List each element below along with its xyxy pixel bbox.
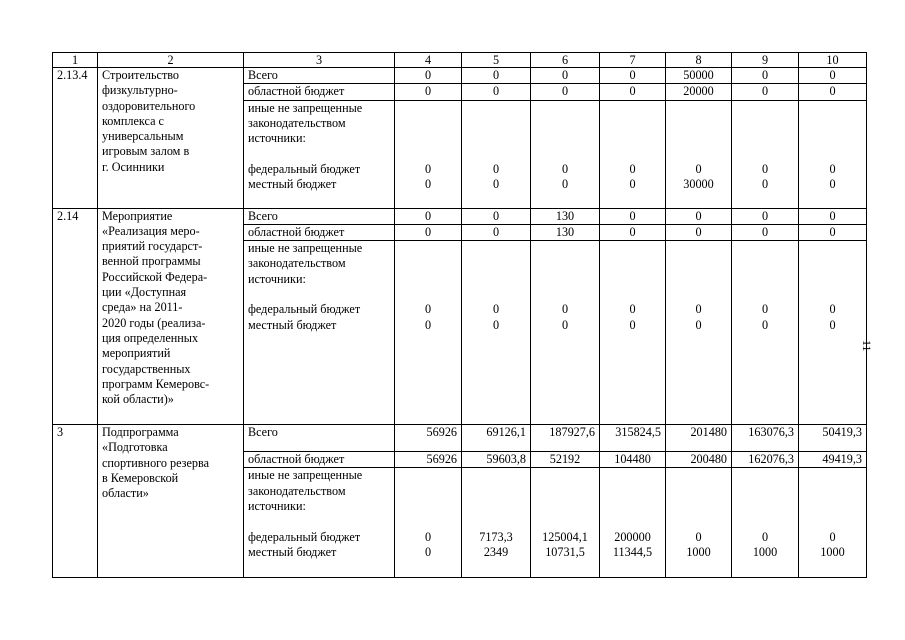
name-line: ции «Доступная — [102, 285, 187, 300]
value: 0 — [629, 177, 636, 192]
value-cell: 0 — [462, 68, 531, 84]
value-cell: 0 — [395, 84, 462, 100]
value: 0 — [492, 317, 500, 332]
value-cell: 56926 — [395, 452, 462, 468]
value-cell: 0 — [395, 68, 462, 84]
row-label: Всего — [244, 68, 395, 84]
value-cell — [799, 241, 867, 425]
row-label: областной бюджет — [244, 452, 395, 468]
value-cell — [531, 468, 600, 578]
row-label: областной бюджет — [244, 84, 395, 100]
value: 0 — [695, 161, 702, 176]
value-cell — [395, 241, 462, 425]
header-cell: 10 — [799, 53, 867, 68]
name-line: г. Осинники — [102, 159, 165, 174]
name-line: государственных — [102, 361, 191, 376]
value: 0 — [629, 161, 636, 176]
value: 1000 — [686, 544, 711, 559]
value-cell: 50000 — [666, 68, 732, 84]
item-number: 2.14 — [53, 208, 98, 425]
sub-row-label: местный бюджет — [248, 177, 337, 192]
name-line: мероприятий — [102, 346, 171, 361]
table-row — [53, 425, 867, 452]
value: 0 — [829, 529, 836, 544]
value-cell: 52192 — [531, 452, 600, 468]
value-cell — [666, 468, 732, 578]
value-cell: 69126,1 — [462, 425, 531, 452]
value-cell — [531, 100, 600, 208]
value: 0 — [424, 317, 432, 332]
name-line: физкультурно- — [102, 83, 178, 98]
other-label-line: законодательством — [248, 115, 346, 130]
value: 2349 — [483, 544, 509, 559]
value-cell: 0 — [666, 224, 732, 240]
item-name — [98, 68, 244, 209]
value-cell: 315824,5 — [600, 425, 666, 452]
value-cell: 163076,3 — [732, 425, 799, 452]
name-line: области» — [102, 486, 149, 501]
header-cell: 2 — [98, 53, 244, 68]
value: 0 — [761, 302, 769, 317]
name-line: венной программы — [102, 254, 201, 269]
value-cell: 0 — [462, 224, 531, 240]
value: 0 — [829, 177, 836, 192]
name-line: оздоровительного — [102, 98, 196, 113]
value-cell — [395, 100, 462, 208]
other-label-line: иные не запрещенные — [248, 468, 363, 483]
value-cell — [732, 100, 799, 208]
value: 200000 — [614, 529, 651, 544]
header-row — [53, 53, 867, 68]
other-label-line: иные не запрещенные — [248, 100, 363, 115]
value-cell: 0 — [732, 208, 799, 224]
value-cell — [395, 468, 462, 578]
row-label: Всего — [244, 425, 395, 452]
value: 0 — [561, 317, 569, 332]
value: 30000 — [683, 177, 714, 192]
value: 10731,5 — [545, 544, 585, 559]
value-cell — [462, 241, 531, 425]
value-cell: 0 — [531, 68, 600, 84]
value-cell: 0 — [732, 224, 799, 240]
name-line: Мероприятие — [102, 208, 173, 223]
header-cell: 3 — [244, 53, 395, 68]
name-line: ция определенных — [102, 330, 199, 345]
value-cell — [531, 241, 600, 425]
value: 7173,3 — [479, 529, 513, 544]
value-cell: 0 — [600, 208, 666, 224]
value: 0 — [629, 317, 636, 332]
header-cell: 6 — [531, 53, 600, 68]
value-cell — [799, 468, 867, 578]
value: 0 — [492, 177, 500, 192]
value-cell: 0 — [395, 224, 462, 240]
sub-row-label: федеральный бюджет — [248, 302, 361, 317]
value-cell: 20000 — [666, 84, 732, 100]
value: 0 — [424, 177, 432, 192]
name-line: Строительство — [102, 68, 180, 82]
value: 0 — [695, 302, 702, 317]
name-line: Российской Федера- — [102, 269, 208, 284]
value: 0 — [829, 302, 836, 317]
value-cell: 130 — [531, 224, 600, 240]
value: 0 — [492, 161, 500, 176]
value-cell: 0 — [799, 84, 867, 100]
value-cell: 50419,3 — [799, 425, 867, 452]
header-cell: 1 — [53, 53, 98, 68]
value-cell: 0 — [600, 68, 666, 84]
value-cell: 0 — [462, 84, 531, 100]
other-label-line: источники: — [248, 271, 306, 286]
value: 1000 — [820, 544, 845, 559]
page-number: 11 — [860, 340, 874, 352]
other-label-line: законодательством — [248, 483, 346, 498]
header-cell: 5 — [462, 53, 531, 68]
item-name — [98, 425, 244, 578]
item-number: 2.13.4 — [53, 68, 98, 209]
name-line: программ Кемеровс- — [102, 376, 210, 391]
value-cell — [600, 241, 666, 425]
value: 0 — [424, 302, 432, 317]
value-cell: 49419,3 — [799, 452, 867, 468]
value-cell — [600, 100, 666, 208]
other-sources-cell — [244, 100, 395, 208]
value-cell: 0 — [732, 84, 799, 100]
value-cell — [666, 241, 732, 425]
value: 0 — [761, 317, 769, 332]
name-line: 2020 годы (реализа- — [102, 315, 206, 330]
value-cell — [732, 241, 799, 425]
name-line: универсальным — [102, 129, 184, 144]
value-cell: 0 — [799, 68, 867, 84]
value-cell: 0 — [531, 84, 600, 100]
name-line: «Реализация меро- — [102, 223, 200, 238]
value: 0 — [829, 317, 836, 332]
name-line: в Кемеровской — [102, 471, 179, 486]
value-cell: 0 — [799, 224, 867, 240]
value-cell: 0 — [732, 68, 799, 84]
value: 0 — [424, 161, 432, 176]
other-label-line: источники: — [248, 499, 306, 514]
value-cell: 0 — [666, 208, 732, 224]
sub-row-label: федеральный бюджет — [248, 529, 361, 544]
value: 0 — [761, 177, 769, 192]
value-cell — [666, 100, 732, 208]
value-cell: 162076,3 — [732, 452, 799, 468]
value-cell — [600, 468, 666, 578]
item-name — [98, 208, 244, 425]
other-sources-cell — [244, 468, 395, 578]
name-line: спортивного резерва — [102, 455, 209, 470]
value-cell: 0 — [462, 208, 531, 224]
value-cell — [462, 468, 531, 578]
name-line: среда» на 2011- — [102, 300, 183, 315]
name-line: «Подготовка — [102, 440, 168, 455]
value-cell: 59603,8 — [462, 452, 531, 468]
sub-row-label: федеральный бюджет — [248, 161, 361, 176]
value: 0 — [561, 161, 569, 176]
value: 0 — [695, 529, 702, 544]
value: 0 — [829, 161, 836, 176]
value: 0 — [761, 161, 769, 176]
value-cell — [799, 100, 867, 208]
budget-table — [52, 52, 867, 578]
value-cell: 56926 — [395, 425, 462, 452]
value-cell: 130 — [531, 208, 600, 224]
other-sources-cell — [244, 241, 395, 425]
value-cell: 0 — [600, 224, 666, 240]
header-cell: 8 — [666, 53, 732, 68]
other-label-line: иные не запрещенные — [248, 241, 363, 256]
value: 0 — [695, 317, 702, 332]
value: 0 — [561, 302, 569, 317]
header-cell: 9 — [732, 53, 799, 68]
value: 0 — [424, 529, 432, 544]
other-label-line: законодательством — [248, 256, 346, 271]
value: 0 — [629, 302, 636, 317]
item-number: 3 — [53, 425, 98, 578]
value: 0 — [492, 302, 500, 317]
value: 0 — [424, 544, 432, 559]
table-row — [53, 208, 867, 224]
name-line: Подпрограмма — [102, 425, 179, 440]
table-row — [53, 68, 867, 84]
row-label: областной бюджет — [244, 224, 395, 240]
sub-row-label: местный бюджет — [248, 317, 337, 332]
value-cell: 0 — [395, 208, 462, 224]
sub-row-label: местный бюджет — [248, 544, 337, 559]
value-cell: 187927,6 — [531, 425, 600, 452]
name-line: комплекса с — [102, 113, 164, 128]
name-line: приятий государст- — [102, 239, 203, 254]
value: 0 — [561, 177, 569, 192]
header-cell: 4 — [395, 53, 462, 68]
value-cell — [732, 468, 799, 578]
value: 1000 — [752, 544, 778, 559]
value: 125004,1 — [542, 529, 588, 544]
value: 11344,5 — [612, 544, 653, 559]
value-cell: 0 — [600, 84, 666, 100]
row-label: Всего — [244, 208, 395, 224]
value-cell: 0 — [799, 208, 867, 224]
value: 0 — [761, 529, 769, 544]
other-label-line: источники: — [248, 131, 306, 146]
value-cell: 104480 — [600, 452, 666, 468]
value-cell — [462, 100, 531, 208]
name-line: кой области)» — [102, 392, 174, 407]
value-cell: 200480 — [666, 452, 732, 468]
name-line: игровым залом в — [102, 144, 190, 159]
header-cell: 7 — [600, 53, 666, 68]
value-cell: 201480 — [666, 425, 732, 452]
